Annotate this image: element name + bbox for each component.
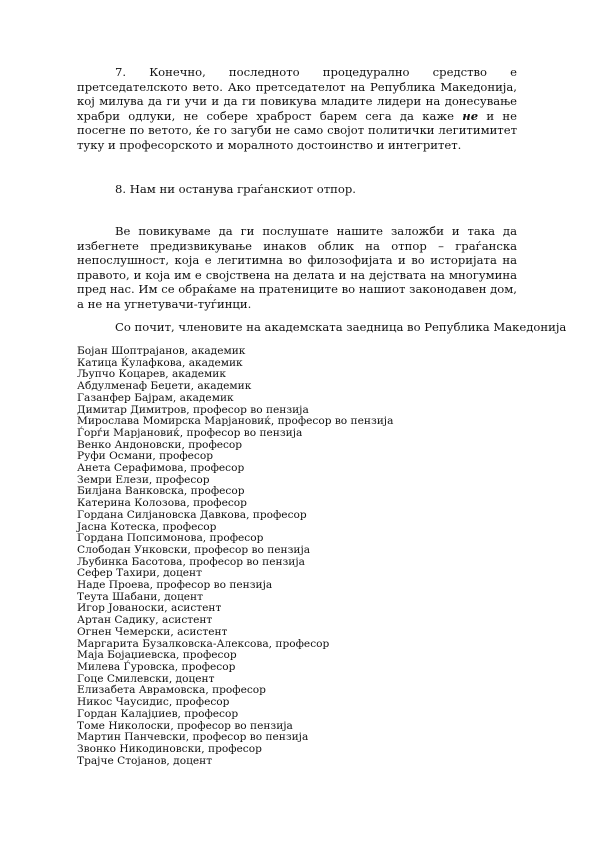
signatory-item: Анета Серафимова, професор <box>77 462 245 475</box>
signatory-item: Димитар Димитров, професор во пензија <box>77 403 309 416</box>
paragraph-8 <box>77 182 517 197</box>
signatory-item: Трајче Стојанов, доцент <box>77 754 213 767</box>
emphasis-ne: не <box>462 108 479 123</box>
paragraph-7-text-b: и не посегне по ветото, ќе го загуби не само својот политички легитимитет туку и професорското и моралното достоинство и интегритет. <box>77 108 518 152</box>
signatory-item: Елизабета Аврамовска, професор <box>77 684 266 697</box>
signatory-item: Ѓорѓи Марјановиќ, професор во пензија <box>77 426 303 439</box>
signatory-item: Игор Јованоски, асистент <box>77 602 222 615</box>
signatory-item: Сефер Тахири, доцент <box>77 567 202 580</box>
call-paragraph <box>77 224 517 312</box>
signatory-item: Мартин Панчевски, професор во пензија <box>77 731 309 744</box>
signatory-item: Бојан Шоптрајанов, академик <box>77 345 246 357</box>
signatory-item: Гордана Силјановска Давкова, професор <box>77 508 307 521</box>
signatory-item: Звонко Никодиновски, професор <box>77 742 262 755</box>
signatory-item: Маргарита Бузалковска-Алексова, професор <box>77 637 330 650</box>
signatory-item: Томе Николоски, професор во пензија <box>77 719 293 732</box>
signatory-item: Теута Шабани, доцент <box>77 590 203 603</box>
signatory-item: Мирослава Момирска Марјановиќ, професор во пензија <box>77 415 394 428</box>
signatory-item: Никос Чаусидис, професор <box>77 696 230 709</box>
signatory-item: Љупчо Коцарев, академик <box>77 368 226 381</box>
closing-line: Со почит, членовите на академската заедница во Република Македонија <box>115 320 567 334</box>
paragraph-8-text: 8. Нам ни останува граѓанскиот отпор. <box>115 182 356 196</box>
signatory-item: Руфи Османи, професор <box>77 450 213 463</box>
signatory-item: Маја Бојаџиевска, професор <box>77 649 237 662</box>
paragraph-7-text-a: 7. Конечно, последното процедурално средство е претседателското вето. Ако претседателот на Република Македонија, кој милува да ги учи и да ги повикува младите лидери на донесување храбри одлуки, не собере храброст барем сега да каже <box>77 65 517 123</box>
paragraph-7 <box>77 65 517 153</box>
call-paragraph-text: Ве повикуваме да ги послушате нашите заложби и така да избегнете предизвикување инаков облик на отпор – граѓанска непослушност, која е легитимна во филозофијата и во историјата на правото, и која им е својствена на делата и на дејствата на многумина пред нас. Им се обраќаме на пратениците во нашиот законодавен дом, а не на угнетувачи-туѓинци. <box>77 224 517 311</box>
signatory-item: Милева Ѓуровска, професор <box>77 660 236 673</box>
signatory-item: Артан Садику, асистент <box>77 614 213 627</box>
signatory-item: Љубинка Басотова, професор во пензија <box>77 555 305 568</box>
signatory-item: Билјана Ванковска, професор <box>77 485 245 498</box>
signatory-item: Земри Елези, професор <box>77 473 210 486</box>
signatory-item: Венко Андоновски, професор <box>77 438 243 451</box>
signatory-item: Огнен Чемерски, асистент <box>77 625 228 638</box>
signatory-item: Наде Проева, професор во пензија <box>77 579 273 592</box>
signatory-item: Газанфер Бајрам, академик <box>77 391 234 404</box>
signatory-item: Гордан Калајџиев, професор <box>77 707 239 720</box>
signatory-item: Абдулменаф Беџети, академик <box>77 380 252 393</box>
signatory-item: Гоце Смилевски, доцент <box>77 672 215 685</box>
signatory-item: Катерина Колозова, професор <box>77 497 247 510</box>
signatory-item: Гордана Попсимонова, професор <box>77 532 264 545</box>
signatory-item: Слободан Унковски, професор во пензија <box>77 543 311 556</box>
signatory-item: Јасна Котеска, професор <box>77 520 217 533</box>
signatories-list <box>77 346 393 767</box>
signatory-item: Катица Ќулафкова, академик <box>77 356 243 369</box>
